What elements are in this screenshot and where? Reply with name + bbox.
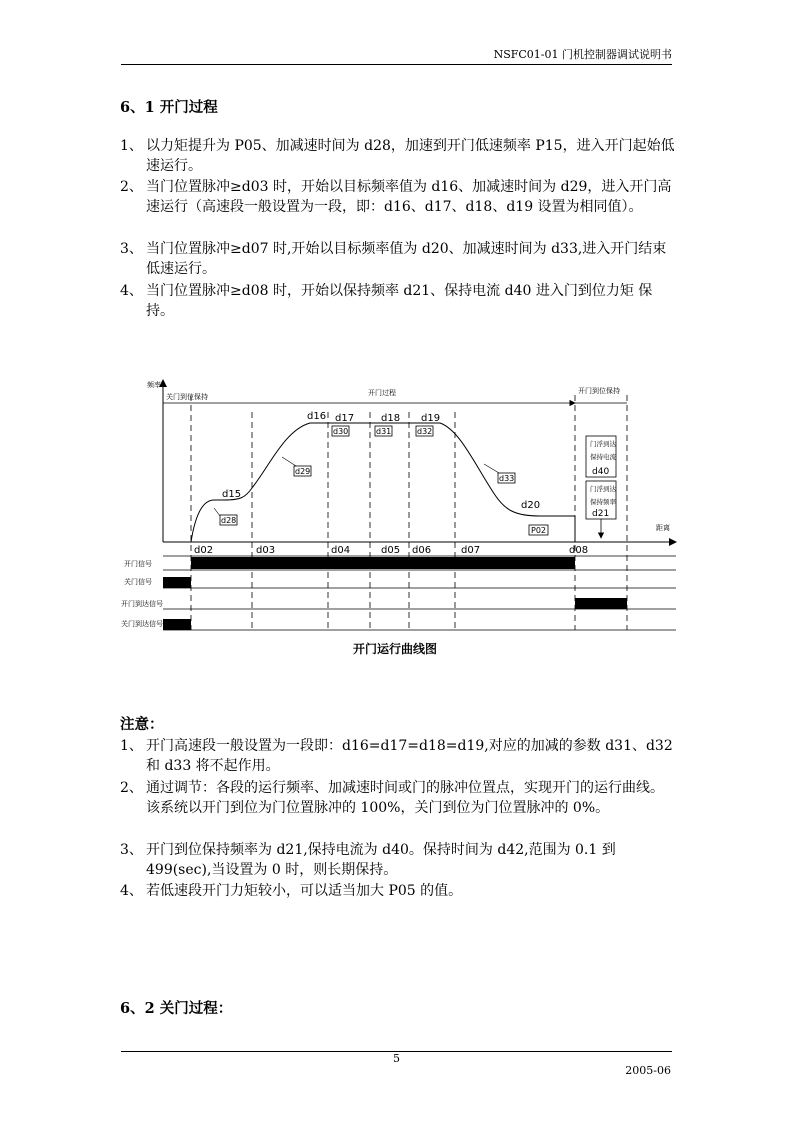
- list-item-number: 4、: [120, 883, 143, 899]
- close-signal-bar: [163, 577, 191, 588]
- signal-label-close-arrived: 关门到达信号: [121, 620, 163, 628]
- list-item-number: 1、: [120, 738, 143, 754]
- hold-freq-line2: 保持频率: [590, 498, 616, 506]
- signal-label-open: 开门信号: [124, 560, 152, 568]
- point-label-d08: d08: [569, 545, 589, 556]
- open-signal-bar: [191, 557, 575, 569]
- accel-label-d28: d28: [221, 516, 237, 525]
- footer-date: 2005-06: [625, 1064, 671, 1077]
- freq-label-d15: d15: [222, 489, 242, 500]
- accel-label-d33: d33: [499, 474, 515, 483]
- point-label-d02: d02: [194, 545, 214, 556]
- point-label-d04: d04: [331, 545, 351, 556]
- page-number: 5: [393, 1052, 400, 1065]
- leader-d29: [282, 457, 296, 466]
- section-title-open-door: 6、1 开门过程: [120, 99, 218, 116]
- leader-d33: [484, 464, 499, 473]
- list-item-text: 当门位置脉冲≥d03 时，开始以目标频率值为 d16、加减速时间为 d29，进入开门高速运行（高速段一般设置为一段，即：d16、d17、d18、d19 设置为相同值）。: [146, 179, 672, 215]
- hold-freq-param: d21: [592, 509, 610, 519]
- freq-label-d19: d19: [421, 413, 441, 424]
- hold-current-line1: 门浮到达: [590, 440, 616, 448]
- section-title-close-door: 6、2 关门过程：: [120, 1000, 233, 1017]
- document-header-title: NSFC01-01 门机控制器调试说明书: [493, 48, 672, 61]
- leader-d28: [214, 508, 220, 516]
- list-item-number: 2、: [120, 179, 143, 195]
- p02-label: P02: [531, 526, 547, 535]
- signal-label-close: 关门信号: [124, 578, 152, 586]
- list-item-number: 1、: [120, 138, 143, 154]
- frequency-curve: [191, 423, 575, 542]
- list-item: [120, 840, 676, 880]
- list-item-text: 当门位置脉冲≥d08 时，开始以保持频率 d21、保持电流 d40 进入门到位力矩 保持。: [146, 283, 653, 319]
- freq-label-d18: d18: [381, 413, 401, 424]
- list-item: [120, 881, 676, 901]
- accel-label-d32: d32: [417, 427, 433, 436]
- list-item-number: 3、: [120, 842, 143, 858]
- list-item-text: 开门到位保持频率为 d21,保持电流为 d40。保持时间为 d42,范围为 0.1 到 499(sec),当设置为 0 时，则长期保持。: [146, 842, 616, 878]
- notes-title: 注意：: [120, 716, 164, 733]
- list-item-text: 开门高速段一般设置为一段即：d16=d17=d18=d19,对应的加减的参数 d31、d32 和 d33 将不起作用。: [146, 738, 673, 774]
- freq-label-d17: d17: [335, 413, 355, 424]
- phase-label-open-hold: 开门到位保持: [578, 387, 620, 395]
- list-item-text: 若低速段开门力矩较小，可以适当加大 P05 的值。: [146, 883, 463, 899]
- accel-label-d30: d30: [333, 427, 349, 436]
- close-arrived-signal-bar: [163, 619, 191, 630]
- list-item-text: 以力矩提升为 P05、加减速时间为 d28，加速到开门低速频率 P15，进入开门起始低速运行。: [146, 138, 675, 174]
- list-item: [120, 778, 676, 818]
- list-item-number: 2、: [120, 780, 143, 796]
- y-axis-label: 频率: [147, 381, 161, 389]
- hold-freq-line1: 门浮到达: [590, 485, 616, 493]
- point-label-d07: d07: [461, 545, 481, 556]
- hold-current-param: d40: [592, 467, 610, 477]
- list-item-text: 通过调节：各段的运行频率、加减速时间或门的脉冲位置点，实现开门的运行曲线。该系统以开门到位为门位置脉冲的 100%，关门到位为门位置脉冲的 0%。: [146, 780, 664, 816]
- phase-label-closed-hold: 关门到位保持: [166, 393, 208, 401]
- point-label-d05: d05: [381, 545, 401, 556]
- phase-label-opening: 开门过程: [368, 389, 396, 397]
- list-item-text: 当门位置脉冲≥d07 时,开始以目标频率值为 d20、加减速时间为 d33,进入开门结束低速运行。: [146, 241, 667, 277]
- point-label-d06: d06: [412, 545, 432, 556]
- open-arrived-signal-bar: [575, 598, 627, 609]
- freq-label-d20: d20: [521, 500, 541, 511]
- x-axis-label: 距离: [656, 524, 670, 532]
- accel-label-d31: d31: [376, 427, 392, 436]
- guide-lines: [191, 395, 627, 630]
- accel-label-d29: d29: [295, 467, 311, 476]
- list-item: [120, 736, 676, 776]
- hold-current-line2: 保持电流: [590, 453, 616, 461]
- diagram-caption: 开门运行曲线图: [353, 642, 438, 656]
- signal-label-open-arrived: 开门到达信号: [121, 600, 163, 608]
- point-label-d03: d03: [256, 545, 276, 556]
- list-item-number: 4、: [120, 283, 143, 299]
- freq-label-d16: d16: [307, 411, 327, 422]
- list-item-number: 3、: [120, 241, 143, 257]
